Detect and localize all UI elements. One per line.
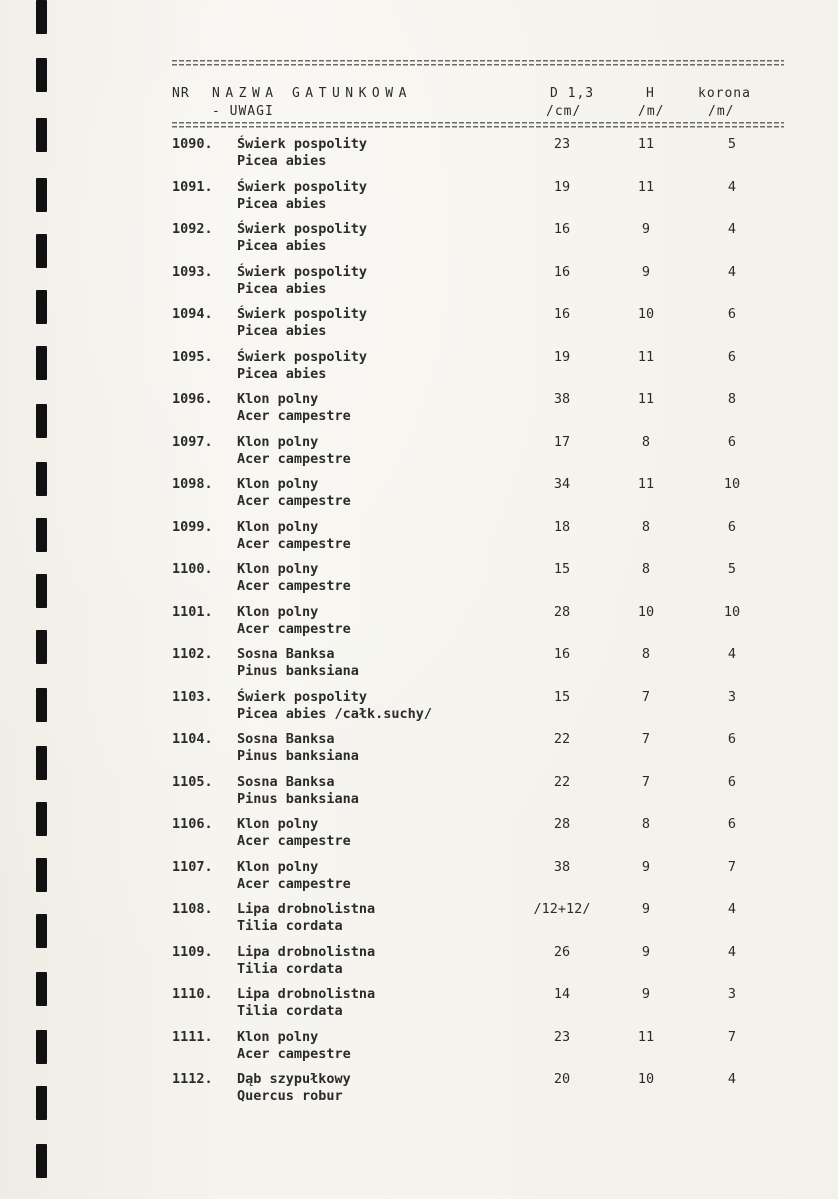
diameter-value: 16 xyxy=(553,646,571,662)
row-number: 1099. xyxy=(172,518,213,535)
header-remarks: - UWAGI xyxy=(212,104,274,119)
species-name-polish: Klon polny xyxy=(237,858,319,875)
diameter-value: 23 xyxy=(553,1028,571,1045)
crown-value: 6 xyxy=(727,731,737,747)
table-row xyxy=(172,984,784,1027)
species-name-polish: Dąb szypułkowy xyxy=(237,1071,351,1087)
species-name-polish: Lipa drobnolistna xyxy=(237,943,376,960)
row-number: 1091. xyxy=(172,178,213,195)
species-name-latin: Acer campestre xyxy=(237,578,351,594)
table-row xyxy=(172,517,784,560)
binder-hole xyxy=(36,234,47,268)
crown-value: 6 xyxy=(727,306,737,322)
species-name-latin: Acer campestre xyxy=(237,833,351,849)
diameter-value: 19 xyxy=(553,348,571,365)
header-crown: korona xyxy=(698,86,751,101)
table-row xyxy=(172,134,784,177)
row-number: 1096. xyxy=(172,391,213,407)
row-number: 1094. xyxy=(172,306,213,322)
diameter-value: 17 xyxy=(553,433,571,450)
row-number: 1097. xyxy=(172,433,213,450)
table-row xyxy=(172,644,784,687)
species-name-polish: Świerk pospolity xyxy=(237,688,368,705)
binder-hole xyxy=(36,290,47,324)
diameter-value: 26 xyxy=(553,943,571,960)
species-name-latin: Acer campestre xyxy=(237,1045,351,1062)
height-value: 10 xyxy=(637,306,655,322)
table-body xyxy=(172,134,784,1112)
species-name-polish: Klon polny xyxy=(237,433,319,450)
binder-hole xyxy=(36,802,47,836)
header-diameter: D 1,3 xyxy=(550,86,595,101)
diameter-value: 14 xyxy=(553,986,571,1002)
crown-value: 6 xyxy=(727,433,737,450)
species-name-polish: Lipa drobnolistna xyxy=(237,901,376,917)
crown-value: 6 xyxy=(727,348,737,365)
height-value: 8 xyxy=(641,816,651,832)
diameter-value: 19 xyxy=(553,178,571,195)
height-value: 8 xyxy=(641,433,651,450)
species-name-polish: Klon polny xyxy=(237,816,319,832)
species-name-latin: Tilia cordata xyxy=(237,960,343,977)
species-name-latin: Tilia cordata xyxy=(237,918,343,934)
species-name-latin: Acer campestre xyxy=(237,493,351,509)
species-name-latin: Quercus robur xyxy=(237,1088,343,1104)
height-value: 11 xyxy=(637,348,655,365)
species-name-polish: Klon polny xyxy=(237,391,319,407)
crown-value: 5 xyxy=(727,561,737,577)
diameter-value: 20 xyxy=(553,1071,571,1087)
diameter-value: 38 xyxy=(553,858,571,875)
row-number: 1098. xyxy=(172,476,213,492)
binder-holes xyxy=(36,0,48,1199)
species-name-polish: Klon polny xyxy=(237,518,319,535)
diameter-value: /12+12/ xyxy=(533,901,591,917)
row-number: 1095. xyxy=(172,348,213,365)
crown-value: 6 xyxy=(727,816,737,832)
diameter-value: 22 xyxy=(553,773,571,790)
row-number: 1101. xyxy=(172,603,213,620)
crown-value: 6 xyxy=(727,773,737,790)
crown-value: 4 xyxy=(727,646,737,662)
species-name-latin: Acer campestre xyxy=(237,535,351,552)
header-rule xyxy=(172,122,784,128)
height-value: 11 xyxy=(637,476,655,492)
species-name-latin: Tilia cordata xyxy=(237,1003,343,1019)
binder-hole xyxy=(36,1086,47,1120)
table-row xyxy=(172,177,784,220)
table-row xyxy=(172,899,784,942)
species-name-latin: Acer campestre xyxy=(237,620,351,637)
height-value: 10 xyxy=(637,603,655,620)
species-name-latin: Acer campestre xyxy=(237,875,351,892)
species-name-latin: Acer campestre xyxy=(237,450,351,467)
row-number: 1103. xyxy=(172,688,213,705)
species-name-latin: Picea abies xyxy=(237,365,327,382)
species-name-latin: Picea abies xyxy=(237,323,327,339)
table-row xyxy=(172,432,784,475)
species-name-polish: Sosna Banksa xyxy=(237,773,335,790)
species-name-polish: Świerk pospolity xyxy=(237,306,368,322)
row-number: 1112. xyxy=(172,1071,213,1087)
row-number: 1092. xyxy=(172,221,213,237)
row-number: 1111. xyxy=(172,1028,213,1045)
binder-hole xyxy=(36,462,47,496)
binder-hole xyxy=(36,746,47,780)
table-row xyxy=(172,219,784,262)
species-name-polish: Świerk pospolity xyxy=(237,178,368,195)
crown-value: 3 xyxy=(727,986,737,1002)
height-value: 9 xyxy=(641,263,651,280)
row-number: 1100. xyxy=(172,561,213,577)
header-diameter-unit: /cm/ xyxy=(546,104,582,119)
diameter-value: 15 xyxy=(553,561,571,577)
row-number: 1109. xyxy=(172,943,213,960)
binder-hole xyxy=(36,518,47,552)
diameter-value: 15 xyxy=(553,688,571,705)
diameter-value: 22 xyxy=(553,731,571,747)
crown-value: 4 xyxy=(727,221,737,237)
species-name-latin: Pinus banksiana xyxy=(237,790,359,807)
row-number: 1090. xyxy=(172,136,213,152)
height-value: 9 xyxy=(641,901,651,917)
species-name-latin: Picea abies xyxy=(237,153,327,169)
crown-value: 10 xyxy=(723,603,741,620)
species-name-polish: Świerk pospolity xyxy=(237,221,368,237)
table-row xyxy=(172,347,784,390)
binder-hole xyxy=(36,630,47,664)
species-name-polish: Świerk pospolity xyxy=(237,348,368,365)
height-value: 9 xyxy=(641,858,651,875)
table-row xyxy=(172,814,784,857)
height-value: 8 xyxy=(641,561,651,577)
height-value: 10 xyxy=(637,1071,655,1087)
binder-hole xyxy=(36,118,47,152)
row-number: 1093. xyxy=(172,263,213,280)
height-value: 9 xyxy=(641,221,651,237)
row-number: 1106. xyxy=(172,816,213,832)
diameter-value: 34 xyxy=(553,476,571,492)
binder-hole xyxy=(36,1030,47,1064)
height-value: 11 xyxy=(637,136,655,152)
table-row xyxy=(172,389,784,432)
height-value: 11 xyxy=(637,391,655,407)
height-value: 9 xyxy=(641,986,651,1002)
table-row xyxy=(172,559,784,602)
crown-value: 7 xyxy=(727,858,737,875)
crown-value: 4 xyxy=(727,178,737,195)
species-name-latin: Pinus banksiana xyxy=(237,663,359,679)
binder-hole xyxy=(36,972,47,1006)
table-row xyxy=(172,304,784,347)
table-row xyxy=(172,1027,784,1070)
crown-value: 5 xyxy=(727,136,737,152)
crown-value: 4 xyxy=(727,1071,737,1087)
table-row xyxy=(172,857,784,900)
header-height-unit: /m/ xyxy=(638,104,665,119)
species-name-latin: Picea abies xyxy=(237,195,327,212)
diameter-value: 16 xyxy=(553,263,571,280)
header-species-name: NAZWA GATUNKOWA xyxy=(212,86,412,101)
tree-inventory-table xyxy=(172,60,784,1112)
table-row xyxy=(172,687,784,730)
species-name-polish: Klon polny xyxy=(237,476,319,492)
table-header xyxy=(172,66,784,122)
species-name-polish: Klon polny xyxy=(237,603,319,620)
species-name-latin: Acer campestre xyxy=(237,408,351,424)
binder-hole xyxy=(36,688,47,722)
crown-value: 4 xyxy=(727,901,737,917)
species-name-polish: Sosna Banksa xyxy=(237,731,335,747)
crown-value: 10 xyxy=(723,476,741,492)
header-height: H xyxy=(646,86,655,101)
header-crown-unit: /m/ xyxy=(708,104,735,119)
diameter-value: 28 xyxy=(553,816,571,832)
species-name-polish: Świerk pospolity xyxy=(237,136,368,152)
binder-hole xyxy=(36,58,47,92)
diameter-value: 16 xyxy=(553,306,571,322)
binder-hole xyxy=(36,346,47,380)
height-value: 7 xyxy=(641,688,651,705)
species-name-latin: Pinus banksiana xyxy=(237,748,359,764)
height-value: 9 xyxy=(641,943,651,960)
row-number: 1104. xyxy=(172,731,213,747)
diameter-value: 38 xyxy=(553,391,571,407)
height-value: 8 xyxy=(641,518,651,535)
table-row xyxy=(172,602,784,645)
diameter-value: 18 xyxy=(553,518,571,535)
species-name-polish: Świerk pospolity xyxy=(237,263,368,280)
species-name-polish: Klon polny xyxy=(237,561,319,577)
species-name-polish: Klon polny xyxy=(237,1028,319,1045)
crown-value: 6 xyxy=(727,518,737,535)
header-nr: NR xyxy=(172,86,190,101)
species-name-polish: Sosna Banksa xyxy=(237,646,335,662)
binder-hole xyxy=(36,1144,47,1178)
crown-value: 4 xyxy=(727,263,737,280)
height-value: 7 xyxy=(641,731,651,747)
crown-value: 4 xyxy=(727,943,737,960)
table-row xyxy=(172,942,784,985)
row-number: 1102. xyxy=(172,646,213,662)
binder-hole xyxy=(36,858,47,892)
species-name-latin: Picea abies /całk.suchy/ xyxy=(237,705,433,722)
height-value: 7 xyxy=(641,773,651,790)
binder-hole xyxy=(36,178,47,212)
species-name-latin: Picea abies xyxy=(237,238,327,254)
crown-value: 3 xyxy=(727,688,737,705)
binder-hole xyxy=(36,404,47,438)
table-row xyxy=(172,474,784,517)
height-value: 11 xyxy=(637,1028,655,1045)
row-number: 1108. xyxy=(172,901,213,917)
crown-value: 7 xyxy=(727,1028,737,1045)
height-value: 8 xyxy=(641,646,651,662)
crown-value: 8 xyxy=(727,391,737,407)
diameter-value: 16 xyxy=(553,221,571,237)
row-number: 1107. xyxy=(172,858,213,875)
binder-hole xyxy=(36,574,47,608)
binder-hole xyxy=(36,914,47,948)
diameter-value: 28 xyxy=(553,603,571,620)
species-name-polish: Lipa drobnolistna xyxy=(237,986,376,1002)
binder-hole xyxy=(36,0,47,34)
height-value: 11 xyxy=(637,178,655,195)
table-row xyxy=(172,1069,784,1112)
table-row xyxy=(172,262,784,305)
species-name-latin: Picea abies xyxy=(237,280,327,297)
row-number: 1110. xyxy=(172,986,213,1002)
table-row xyxy=(172,729,784,772)
diameter-value: 23 xyxy=(553,136,571,152)
row-number: 1105. xyxy=(172,773,213,790)
table-row xyxy=(172,772,784,815)
